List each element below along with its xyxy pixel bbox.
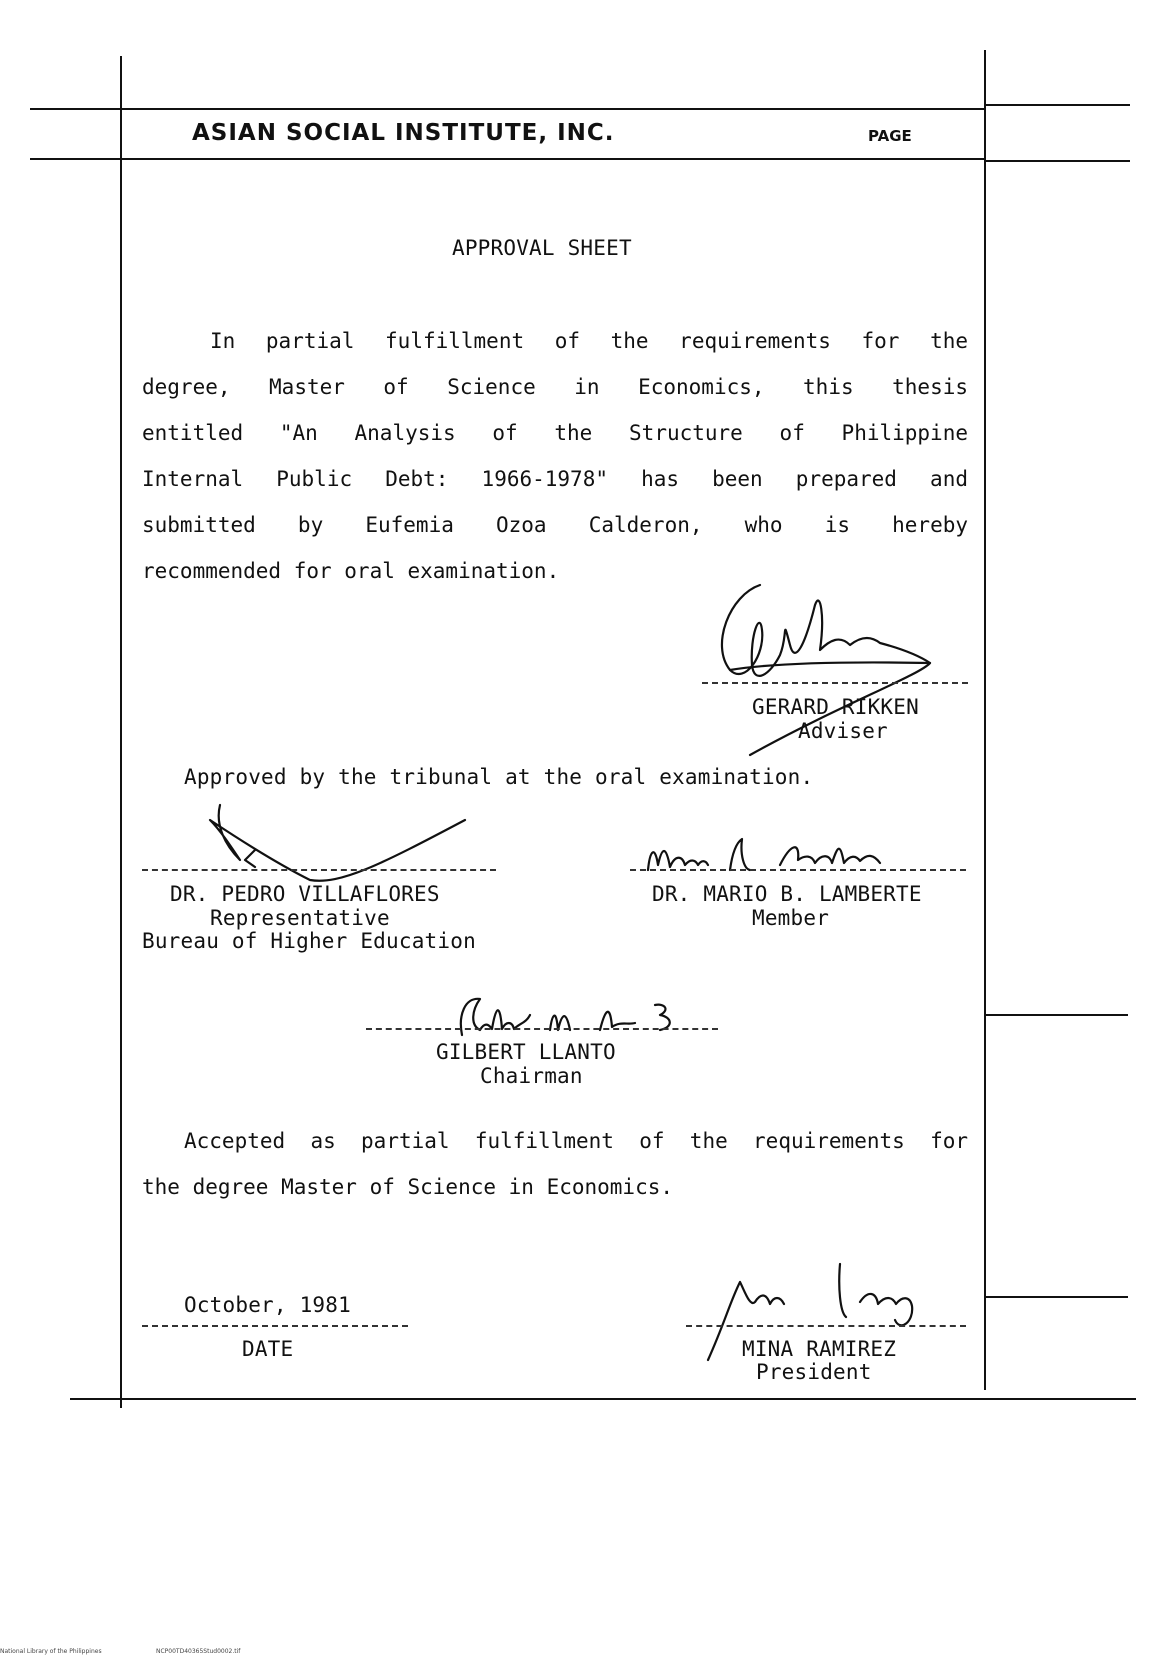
date-label: DATE: [242, 1337, 294, 1361]
page-label: PAGE: [868, 127, 912, 145]
approved-statement: Approved by the tribunal at the oral examination.: [184, 765, 814, 789]
margin-rule-mid: [986, 1014, 1128, 1016]
date-value: October, 1981: [184, 1293, 351, 1317]
accepted-line: the degree Master of Science in Economics.: [142, 1175, 674, 1199]
member-signature: [640, 825, 900, 885]
header-bottom-rule: [30, 158, 986, 160]
member-role: Member: [752, 906, 830, 930]
member-signature-line: [630, 869, 966, 871]
footer-rule: [70, 1398, 1136, 1400]
approval-paragraph: [142, 318, 968, 594]
frame-left-rule: [120, 56, 122, 1408]
header-top-rule-margin: [986, 104, 1130, 106]
margin-rule-lower: [986, 1296, 1128, 1298]
representative-name: DR. PEDRO VILLAFLORES: [170, 882, 440, 906]
paragraph-line: In partial fulfillment of the requirements for the: [210, 329, 968, 353]
header-top-rule: [30, 108, 986, 110]
paragraph-line: entitled "An Analysis of the Structure of Philippine: [142, 421, 968, 445]
footer-left-note: National Library of the Philippines: [0, 1648, 102, 1655]
accepted-line: Accepted as partial fulfillment of the requirements for: [184, 1129, 968, 1153]
document-title: APPROVAL SHEET: [452, 236, 632, 260]
president-signature-line: [686, 1325, 966, 1327]
institute-name: ASIAN SOCIAL INSTITUTE, INC.: [192, 120, 615, 146]
adviser-signature: [690, 575, 970, 775]
chairman-name: GILBERT LLANTO: [436, 1040, 616, 1064]
paragraph-line: submitted by Eufemia Ozoa Calderon, who is hereby: [142, 513, 968, 537]
adviser-role: Adviser: [798, 719, 888, 743]
paragraph-line: Internal Public Debt: 1966-1978" has been prepared and: [142, 467, 968, 491]
representative-org: Bureau of Higher Education: [142, 929, 476, 953]
representative-role: Representative: [210, 906, 390, 930]
adviser-name: GERARD RIKKEN: [752, 695, 919, 719]
chairman-role: Chairman: [480, 1064, 583, 1088]
accepted-paragraph: [142, 1118, 968, 1210]
member-name: DR. MARIO B. LAMBERTE: [652, 882, 922, 906]
paragraph-line: degree, Master of Science in Economics, this thesis: [142, 375, 968, 399]
representative-signature-line: [142, 869, 496, 871]
frame-right-rule: [984, 50, 986, 1390]
footer-right-note: NCP00TD40365Stud0002.tif: [156, 1648, 241, 1655]
president-role: President: [756, 1360, 872, 1384]
paragraph-line: recommended for oral examination.: [142, 559, 560, 583]
chairman-signature-line: [366, 1028, 718, 1030]
header-bottom-rule-margin: [986, 160, 1130, 162]
chairman-signature: [450, 985, 710, 1045]
adviser-signature-line: [702, 682, 968, 684]
date-line: [142, 1325, 408, 1327]
president-name: MINA RAMIREZ: [742, 1337, 897, 1361]
